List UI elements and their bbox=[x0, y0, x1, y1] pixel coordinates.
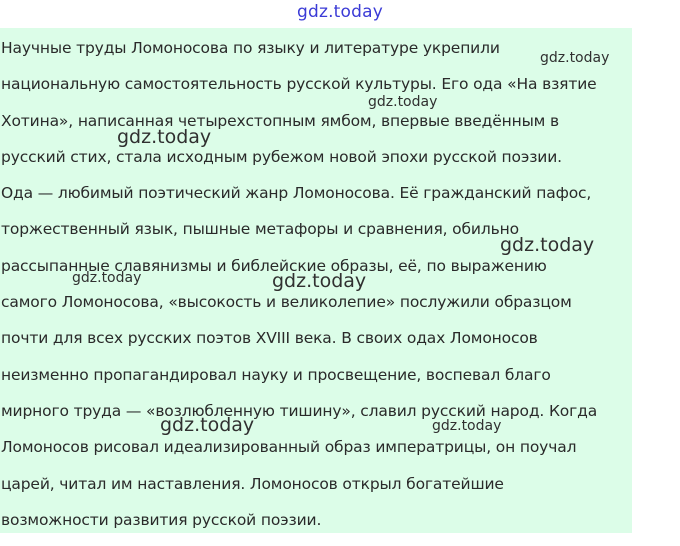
text-line: самого Ломоносова, «высокость и великолепие» послужили образцом bbox=[1, 293, 572, 312]
watermark: gdz.today bbox=[160, 414, 255, 436]
text-line: Ломоносов рисовал идеализированный образ императрицы, он поучал bbox=[1, 438, 577, 457]
text-line: царей, читал им наставления. Ломоносов открыл богатейшие bbox=[1, 474, 504, 493]
text-line: национальную самостоятельность русской культуры. Его ода «На взятие bbox=[1, 75, 597, 94]
watermark: gdz.today bbox=[500, 234, 595, 256]
document-body bbox=[1, 38, 641, 546]
text-line: рассыпанные славянизмы и библейские образы, её, по выражению bbox=[1, 256, 547, 275]
text-line: русский стих, стала исходным рубежом новой эпохи русской поэзии. bbox=[1, 147, 562, 166]
text-line: торжественный язык, пышные метафоры и сравнения, обильно bbox=[1, 220, 519, 239]
text-line: мирного труда — «возлюбленную тишину», славил русский народ. Когда bbox=[1, 401, 598, 420]
text-line: Хотина», написанная четырехстопным ямбом, впервые введённым в bbox=[1, 111, 559, 130]
text-line: возможности развития русской поэзии. bbox=[1, 510, 322, 529]
watermark: gdz.today bbox=[272, 270, 367, 292]
text-line: почти для всех русских поэтов XVIII века. В своих одах Ломоносов bbox=[1, 329, 538, 348]
watermark: gdz.today bbox=[117, 126, 212, 148]
text-line: неизменно пропагандировал науку и просвещение, воспевал благо bbox=[1, 365, 551, 384]
text-line: Ода — любимый поэтический жанр Ломоносова. Её гражданский пафос, bbox=[1, 184, 592, 203]
watermark: gdz.today bbox=[540, 50, 610, 66]
header-watermark: gdz.today bbox=[296, 2, 384, 22]
watermark: gdz.today bbox=[72, 270, 142, 286]
watermark: gdz.today bbox=[432, 418, 502, 434]
text-line: Научные труды Ломоносова по языку и литературе укрепили bbox=[1, 39, 500, 57]
watermark: gdz.today bbox=[368, 94, 438, 110]
